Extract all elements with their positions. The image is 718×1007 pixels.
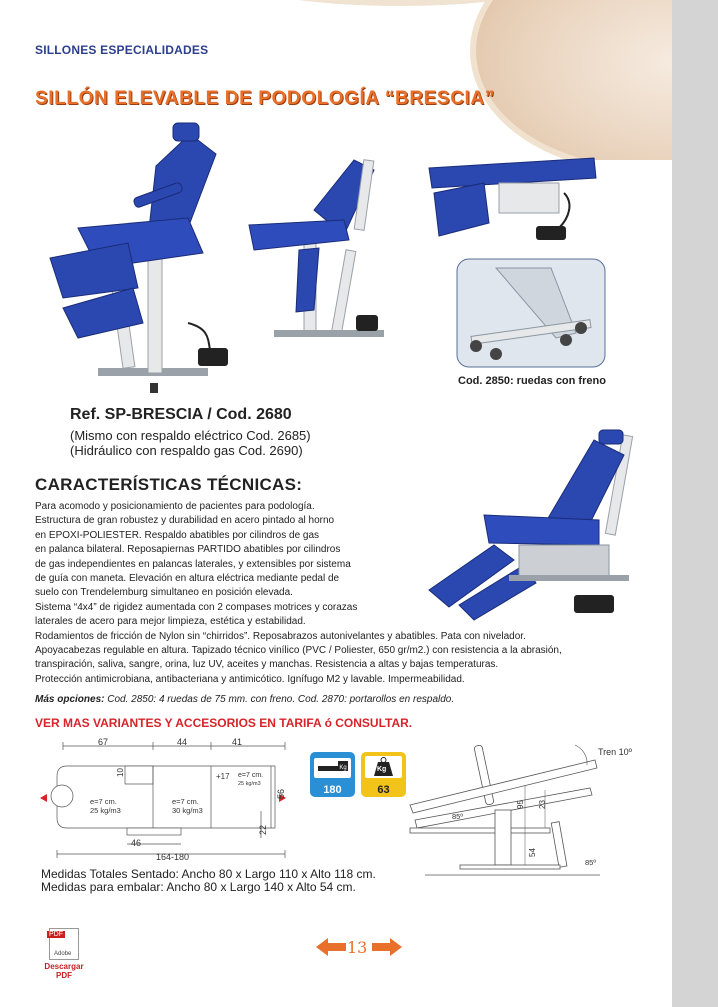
spec-line: suelo con Trendelemburg simultaneo en posición elevada. xyxy=(35,587,293,599)
cta-link[interactable]: VER MAS VARIANTES Y ACCESORIOS EN TARIFA ó CONSULTAR. xyxy=(35,716,413,730)
spec-line: en EPOXI-POLIESTER. Respaldo abatibles por cilindros de gas xyxy=(35,529,320,541)
dim-44: 44 xyxy=(177,737,188,747)
spec-line: Apoyacabezas regulable en altura. Tapizado técnico vinílico (PVC / Poliester, 650 gr/m2.) con resistencia a la abrasión, xyxy=(35,645,562,657)
chair-photo-main xyxy=(38,118,243,398)
dim-67: 67 xyxy=(98,737,109,747)
chair-photo-side xyxy=(244,140,414,345)
pdf-icon: PDF Adobe xyxy=(49,928,79,960)
max-load-value: 180 xyxy=(323,784,342,796)
wheels-caption: Cod. 2850: ruedas con freno xyxy=(458,375,606,387)
chair-photo-flat xyxy=(424,148,604,248)
specs-text xyxy=(35,500,675,687)
variant-electric: (Mismo con respaldo eléctrico Cod. 2685) xyxy=(70,428,311,443)
weight-badge xyxy=(361,752,406,797)
dim-22: 22 xyxy=(258,824,269,836)
tren-label: Tren 10º xyxy=(598,747,632,757)
load-icon xyxy=(310,752,355,782)
foam-right: e=7 cm. 25 kg/m3 xyxy=(238,772,264,787)
more-options xyxy=(35,694,454,705)
download-pdf-button[interactable] xyxy=(36,928,92,980)
right-margin-bar xyxy=(672,0,718,1007)
kg-label: Kg xyxy=(377,766,387,773)
spec-line: en palanca bilateral. Reposapiernas PARTIDO abatibles por cilindros xyxy=(35,544,341,556)
foam-mid: e=7 cm. 30 kg/m3 xyxy=(172,797,203,815)
wheels-detail-photo xyxy=(456,258,606,368)
angle-85-a: 85º xyxy=(452,812,464,821)
dim-total: 164-180 xyxy=(156,852,190,862)
spec-line: de guía con maneta. Elevación en altura eléctrica mediante pedal de xyxy=(35,573,340,585)
variant-hydraulic: (Hidráulico con respaldo gas Cod. 2690) xyxy=(70,443,303,458)
spec-line: de gas independientes en palancas laterales, y extensibles por sistema xyxy=(35,558,351,570)
spec-line: Protección antimicrobiana, antibacteriana y antimicótico. Ignífugo M2 y lavable. Impermeabilidad. xyxy=(35,673,465,685)
foam-left: e=7 cm. 25 kg/m3 xyxy=(90,797,121,815)
top-view-diagram xyxy=(35,736,295,864)
spec-line: Para acomodo y posicionamiento de pacientes para podología. xyxy=(35,501,315,512)
corner-photo xyxy=(470,0,672,160)
svg-text:Kg: Kg xyxy=(339,765,347,771)
next-page-arrow-icon[interactable] xyxy=(372,938,402,956)
spec-line: transpiración, saliva, sangre, orina, luz UV, aceites y manchas. Resistencia a altas y bajas temperaturas. xyxy=(35,659,499,671)
spec-line: laterales de acero para mejor limpieza, estética y estabilidad. xyxy=(35,616,306,628)
dim-41: 41 xyxy=(232,737,243,747)
spec-line: Rodamientos de fricción de Nylon sin “chirridos”. Reposabrazos autonivelantes y abatibles. Pata con nivelador. xyxy=(35,630,526,642)
specs-heading: CARACTERÍSTICAS TÉCNICAS: xyxy=(35,475,303,494)
page-title: SILLÓN ELEVABLE DE PODOLOGÍA “BRESCIA” xyxy=(35,88,495,109)
angle-85-b: 85º xyxy=(585,858,597,867)
options-label: Más opciones: xyxy=(35,694,105,705)
max-load-badge xyxy=(310,752,355,797)
side-view-diagram xyxy=(405,740,605,882)
options-text: Cod. 2850: 4 ruedas de 75 mm. con freno. Cod. 2870: portarollos en respaldo. xyxy=(104,694,455,705)
spec-line: Estructura de gran robustez y durabilidad en acero pintado al horno xyxy=(35,515,335,527)
dim-56: 56 xyxy=(276,788,287,800)
h95: 95 xyxy=(515,800,525,809)
weight-value: 63 xyxy=(377,784,390,796)
h54: 54 xyxy=(527,848,537,857)
dim-17: +17 xyxy=(216,772,230,781)
product-reference: Ref. SP-BRESCIA / Cod. 2680 xyxy=(70,406,292,423)
dim-10: 10 xyxy=(115,768,125,777)
page-number: 13 xyxy=(347,938,368,957)
h23: 23 xyxy=(537,800,547,809)
spec-line: Sistema “4x4” de rigidez aumentada con 2 compases motrices y corazas xyxy=(35,601,358,613)
measures-packing: Medidas para embalar: Ancho 80 x Largo 140 x Alto 54 cm. xyxy=(41,880,356,894)
dim-46: 46 xyxy=(131,838,142,848)
download-pdf-label: Descargar PDF xyxy=(44,962,84,980)
section-label: SILLONES ESPECIALIDADES xyxy=(35,43,209,57)
measures-seated: Medidas Totales Sentado: Ancho 80 x Largo 110 x Alto 118 cm. xyxy=(41,867,376,881)
prev-page-arrow-icon[interactable] xyxy=(316,938,346,956)
page-navigation xyxy=(316,935,402,959)
